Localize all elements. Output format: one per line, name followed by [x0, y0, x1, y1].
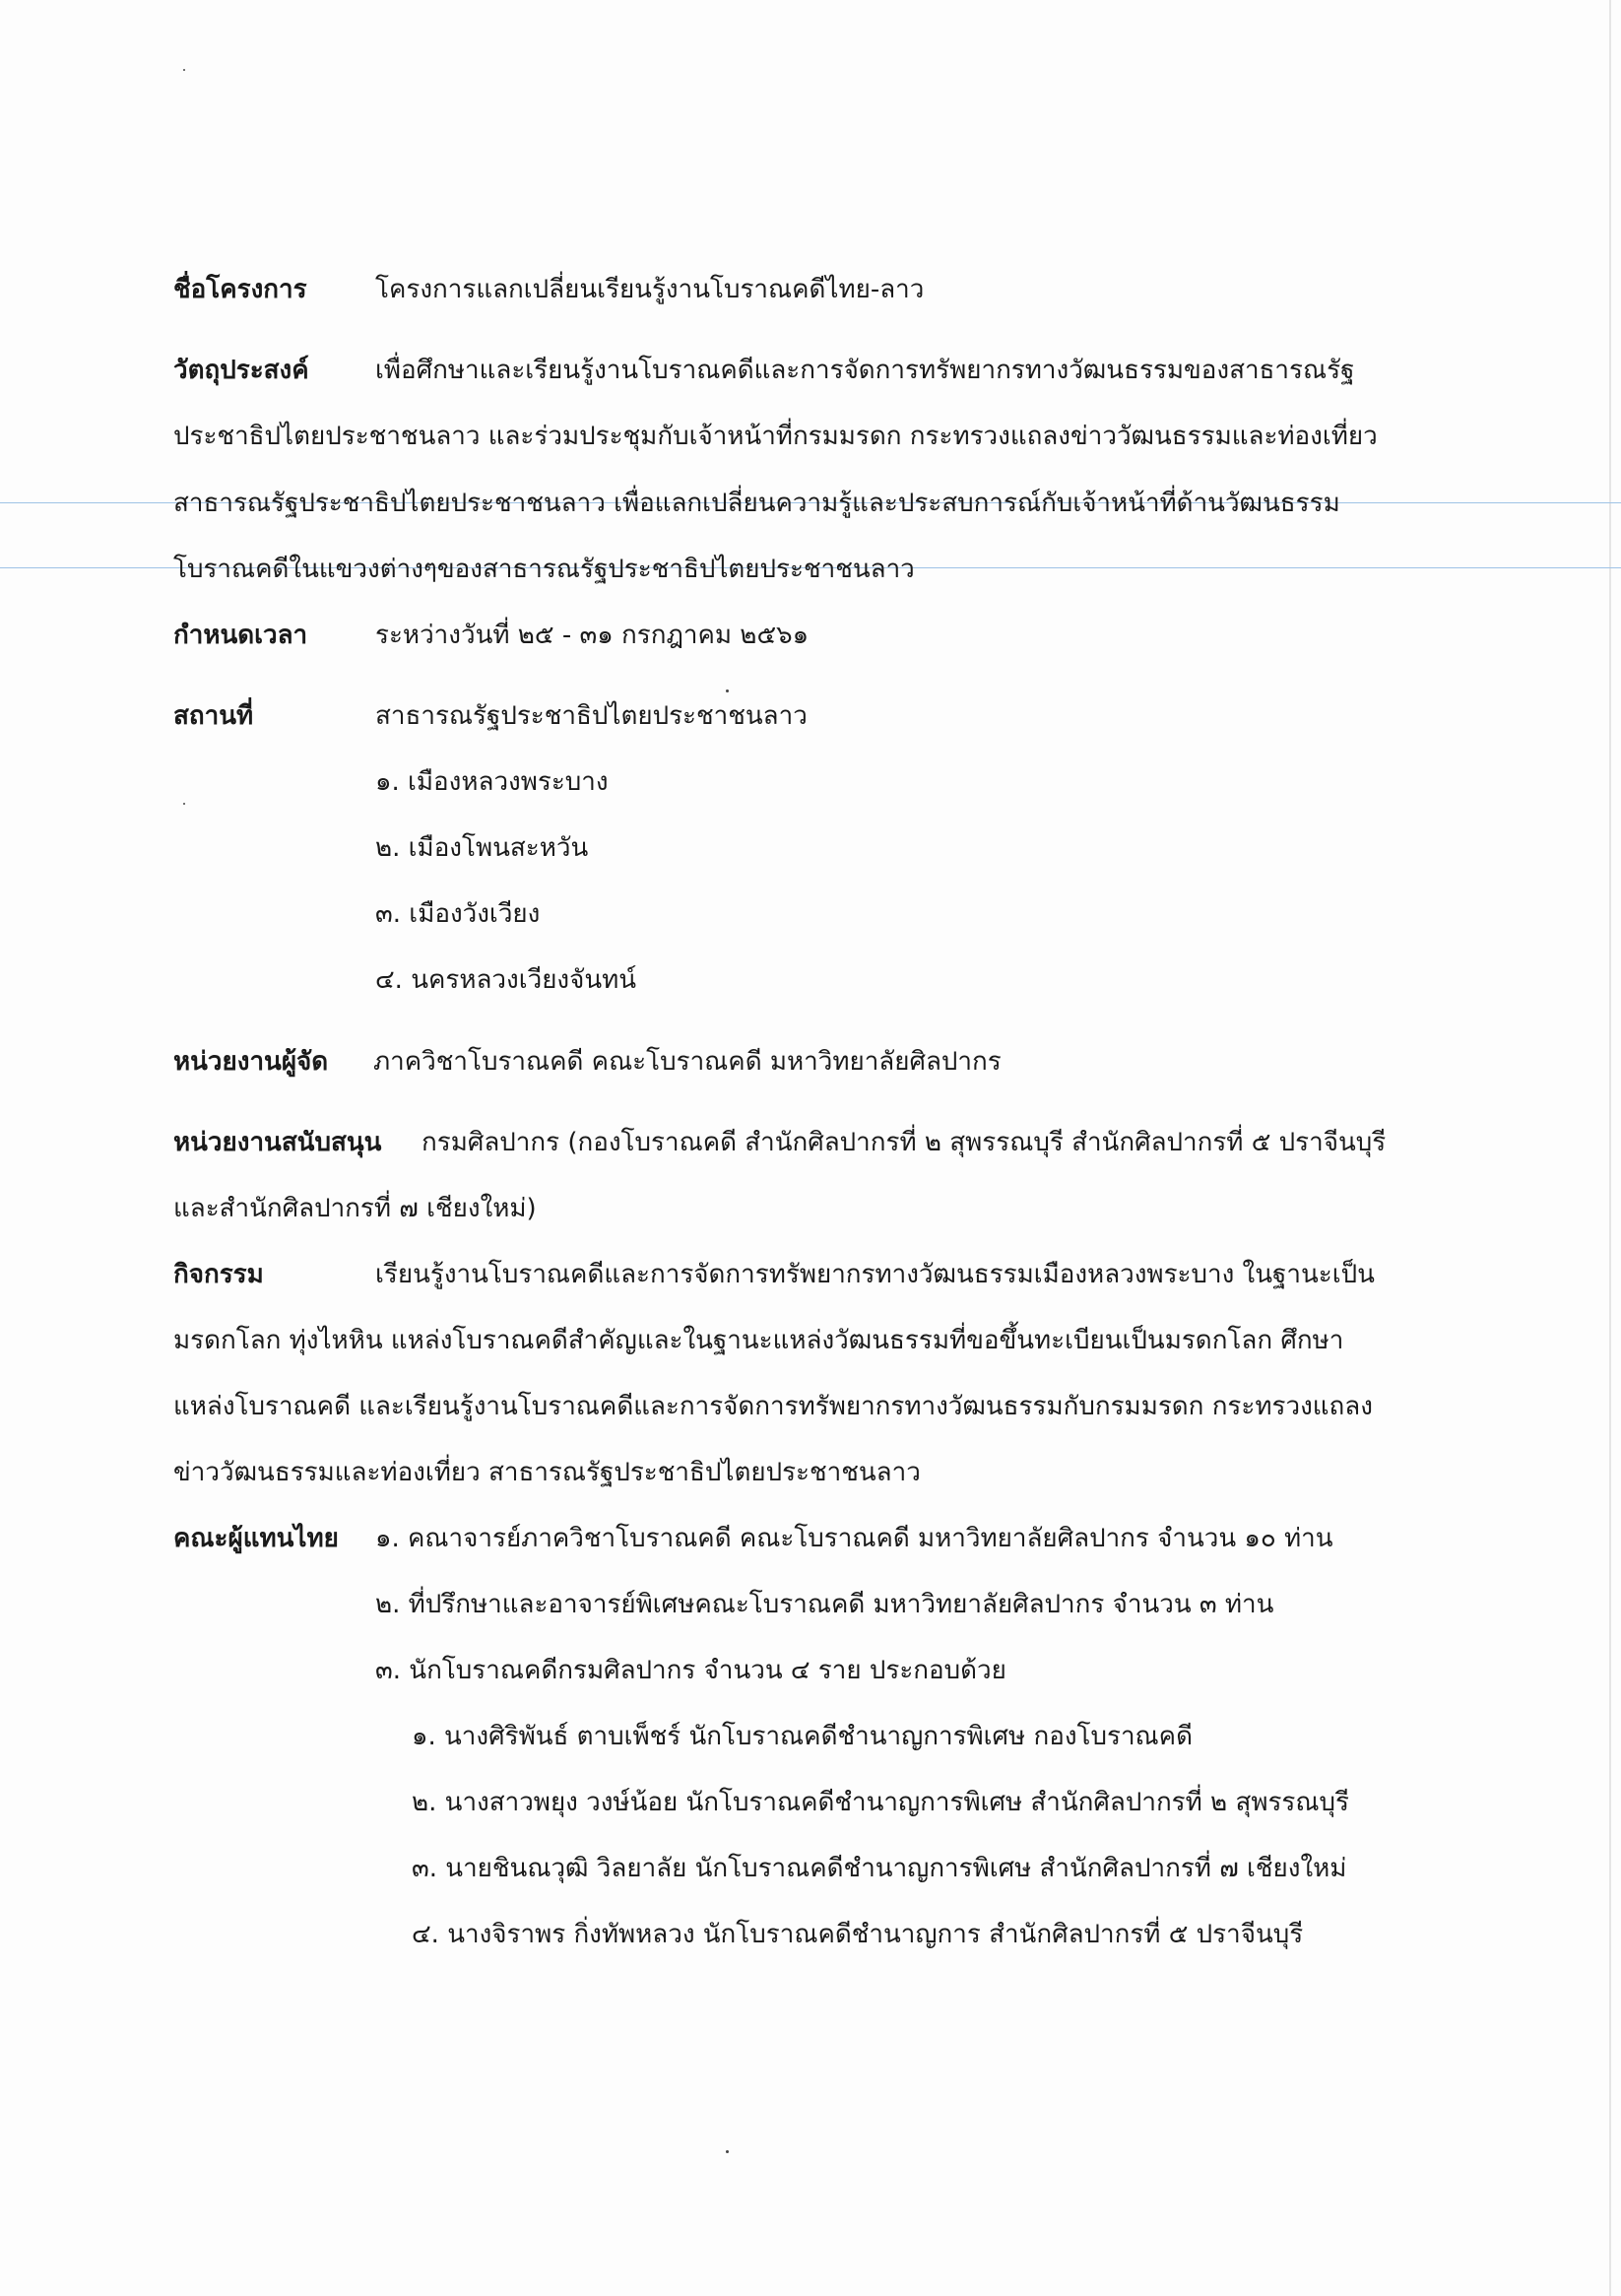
venue-item: ๓. เมืองวังเวียง [375, 899, 541, 929]
delegation-subitem: ๔. นางจิราพร กิ่งทัพหลวง นักโบราณคดีชำนาญการ สำนักศิลปากรที่ ๕ ปราจีนบุรี [412, 1920, 1304, 1949]
scan-speck [183, 69, 185, 71]
objective-line: เพื่อศึกษาและเรียนรู้งานโบราณคดีและการจัดการทรัพยากรทางวัฒนธรรมของสาธารณรัฐ [375, 356, 1355, 385]
objective-line: ประชาธิปไตยประชาชนลาว และร่วมประชุมกับเจ้าหน้าที่กรมมรดก กระทรวงแถลงข่าววัฒนธรรมและท่องเที่ยว [173, 422, 1378, 451]
activities-line: มรดกโลก ทุ่งไหหิน แหล่งโบราณคดีสำคัญและในฐานะแหล่งวัฒนธรรมที่ขอขึ้นทะเบียนเป็นมรดกโลก ศึกษา [173, 1326, 1344, 1355]
schedule-value: ระหว่างวันที่ ๒๕ - ๓๑ กรกฎาคม ๒๕๖๑ [375, 621, 810, 650]
objective-line: โบราณคดีในแขวงต่างๆของสาธารณรัฐประชาธิปไตยประชาชนลาว [173, 555, 915, 584]
venue-label: สถานที่ [173, 701, 254, 731]
supporter-line: กรมศิลปากร (กองโบราณคดี สำนักศิลปากรที่ ๒ สุพรรณบุรี สำนักศิลปากรที่ ๕ ปราจีนบุรี [421, 1128, 1387, 1157]
delegation-item: ๓. นักโบราณคดีกรมศิลปากร จำนวน ๔ ราย ประกอบด้วย [375, 1656, 1006, 1685]
supporter-label: หน่วยงานสนับสนุน [173, 1128, 382, 1157]
delegation-subitem: ๓. นายชินณวุฒิ วิลยาลัย นักโบราณคดีชำนาญการพิเศษ สำนักศิลปากรที่ ๗ เชียงใหม่ [412, 1854, 1347, 1883]
venue-item: ๑. เมืองหลวงพระบาง [375, 767, 609, 797]
delegation-subitem: ๑. นางศิริพันธ์ ตาบเพ็ชร์ นักโบราณคดีชำนาญการพิเศษ กองโบราณคดี [412, 1722, 1193, 1751]
venue-item: ๔. นครหลวงเวียงจันทน์ [375, 965, 637, 995]
activities-line: ข่าววัฒนธรรมและท่องเที่ยว สาธารณรัฐประชาธิปไตยประชาชนลาว [173, 1458, 921, 1487]
activities-line: เรียนรู้งานโบราณคดีและการจัดการทรัพยากรทางวัฒนธรรมเมืองหลวงพระบาง ในฐานะเป็น [375, 1260, 1375, 1289]
scan-speck [183, 803, 185, 805]
delegation-subitem: ๒. นางสาวพยุง วงษ์น้อย นักโบราณคดีชำนาญการพิเศษ สำนักศิลปากรที่ ๒ สุพรรณบุรี [412, 1788, 1349, 1817]
activities-label: กิจกรรม [173, 1260, 264, 1289]
organizer-value: ภาควิชาโบราณคดี คณะโบราณคดี มหาวิทยาลัยศิลปากร [373, 1047, 1002, 1077]
project-label: ชื่อโครงการ [173, 275, 307, 304]
venue-item: ๒. เมืองโพนสะหวัน [375, 833, 589, 863]
project-value: โครงการแลกเปลี่ยนเรียนรู้งานโบราณคดีไทย-ลาว [375, 275, 925, 304]
activities-line: แหล่งโบราณคดี และเรียนรู้งานโบราณคดีและการจัดการทรัพยากรทางวัฒนธรรมกับกรมมรดก กระทรวงแถลง [173, 1392, 1373, 1421]
supporter-line: และสำนักศิลปากรที่ ๗ เชียงใหม่) [173, 1194, 537, 1223]
schedule-label: กำหนดเวลา [173, 621, 308, 650]
venue-value: สาธารณรัฐประชาธิปไตยประชาชนลาว [375, 701, 808, 731]
objective-line: สาธารณรัฐประชาธิปไตยประชาชนลาว เพื่อแลกเปลี่ยนความรู้และประสบการณ์กับเจ้าหน้าที่ด้านวัฒนธรรม [173, 489, 1340, 518]
delegation-label: คณะผู้แทนไทย [173, 1524, 339, 1553]
delegation-item: ๒. ที่ปรึกษาและอาจารย์พิเศษคณะโบราณคดี มหาวิทยาลัยศิลปากร จำนวน ๓ ท่าน [375, 1590, 1274, 1619]
scan-speck [726, 2150, 729, 2153]
page-edge [1609, 0, 1611, 2296]
scan-speck [726, 689, 729, 692]
organizer-label: หน่วยงานผู้จัด [173, 1047, 329, 1077]
objective-label: วัตถุประสงค์ [173, 356, 309, 385]
delegation-item: ๑. คณาจารย์ภาควิชาโบราณคดี คณะโบราณคดี มหาวิทยาลัยศิลปากร จำนวน ๑๐ ท่าน [375, 1524, 1333, 1553]
